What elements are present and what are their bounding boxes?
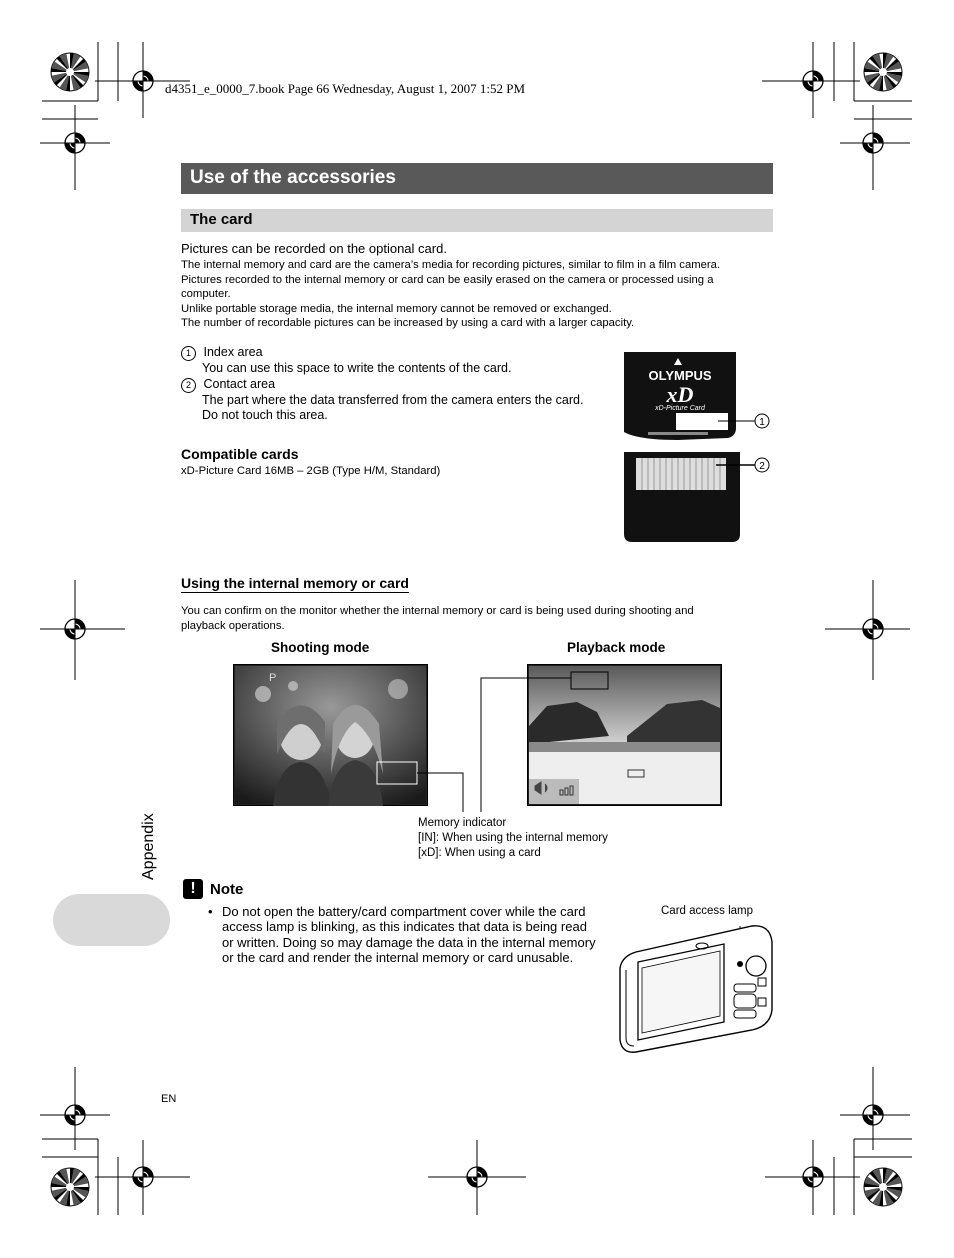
language-code: EN	[161, 1093, 177, 1105]
card-brand: OLYMPUS	[648, 368, 712, 383]
caption-line: [IN]: When using the internal memory	[418, 831, 608, 844]
intro-line: The internal memory and card are the camera’s media for recording pictures, similar to film in a film camera.	[181, 259, 721, 271]
section-title: Use of the accessories	[190, 167, 396, 188]
callout-1: 1	[759, 417, 765, 428]
memory-text-line: You can confirm on the monitor whether the internal memory or card is being used during shooting and	[181, 605, 694, 617]
subsection-title: The card	[190, 211, 253, 228]
memory-indicator-caption	[418, 816, 608, 860]
shooting-mode-screen	[233, 664, 428, 806]
card-part-desc: You can use this space to write the contents of the card.	[202, 361, 512, 375]
appendix-label: Appendix	[140, 813, 157, 880]
card-part-2	[181, 377, 611, 393]
intro-lead: Pictures can be recorded on the optional card.	[181, 241, 447, 256]
xd-card-illustration	[618, 348, 778, 548]
card-part-desc: The part where the data transferred from the camera enters the card.	[202, 392, 584, 407]
compatible-cards-text: xD-Picture Card 16MB – 2GB (Type H/M, Standard)	[181, 465, 441, 477]
intro-line: Unlike portable storage media, the internal memory cannot be removed or exchanged.	[181, 302, 612, 315]
card-access-lamp-label: Card access lamp	[661, 905, 754, 917]
note-line: Do not open the battery/card compartment cover while the card	[222, 904, 586, 919]
note-body	[222, 904, 607, 966]
subsection-bar	[181, 209, 773, 232]
callout-number: 1	[181, 346, 196, 361]
intro-line: The number of recordable pictures can be increased by using a card with a larger capacity.	[181, 317, 635, 330]
caption-line: [xD]: When using a card	[418, 846, 541, 859]
note-line: or written. Doing so may damage the data in the internal memory	[222, 934, 596, 950]
note-line: or the card and render the internal memory or card unusable.	[222, 950, 574, 966]
callout-number: 2	[181, 378, 196, 393]
card-part-desc: Do not touch this area.	[202, 408, 328, 422]
memory-text-line: playback operations.	[181, 619, 285, 632]
memory-section-text	[181, 604, 781, 633]
appendix-side-tab	[53, 894, 170, 946]
playback-mode-label: Playback mode	[567, 640, 666, 655]
callout-2: 2	[759, 461, 765, 472]
card-part-label: Contact area	[203, 376, 276, 391]
shooting-mode-label: Shooting mode	[271, 640, 370, 655]
note-line: access lamp is blinking, as this indicates that data is being read	[222, 919, 587, 935]
contact-area	[636, 458, 726, 490]
compatible-cards-heading: Compatible cards	[181, 446, 299, 462]
shooting-mode-letter: P	[269, 672, 277, 684]
camera-illustration	[612, 918, 777, 1056]
intro-paragraph	[181, 258, 781, 331]
intro-line: Pictures recorded to the internal memory or card can be easily erased on the camera or processed using a	[181, 273, 714, 286]
note-bullet: •	[208, 904, 213, 919]
note-heading: Note	[210, 881, 244, 898]
memory-section-heading: Using the internal memory or card	[181, 575, 409, 591]
intro-line: computer.	[181, 288, 231, 301]
card-part-label: Index area	[203, 345, 263, 359]
caption-line: Memory indicator	[418, 817, 507, 829]
card-subtitle: xD-Picture Card	[655, 405, 705, 412]
warning-icon: !	[183, 879, 203, 899]
card-logo: xD	[666, 382, 694, 407]
playback-mode-screen	[527, 664, 722, 806]
card-part-1	[181, 345, 611, 361]
book-file-line: d4351_e_0000_7.book Page 66 Wednesday, August 1, 2007 1:52 PM	[165, 81, 526, 96]
card-parts-list	[181, 345, 611, 424]
card-access-lamp	[737, 961, 743, 967]
